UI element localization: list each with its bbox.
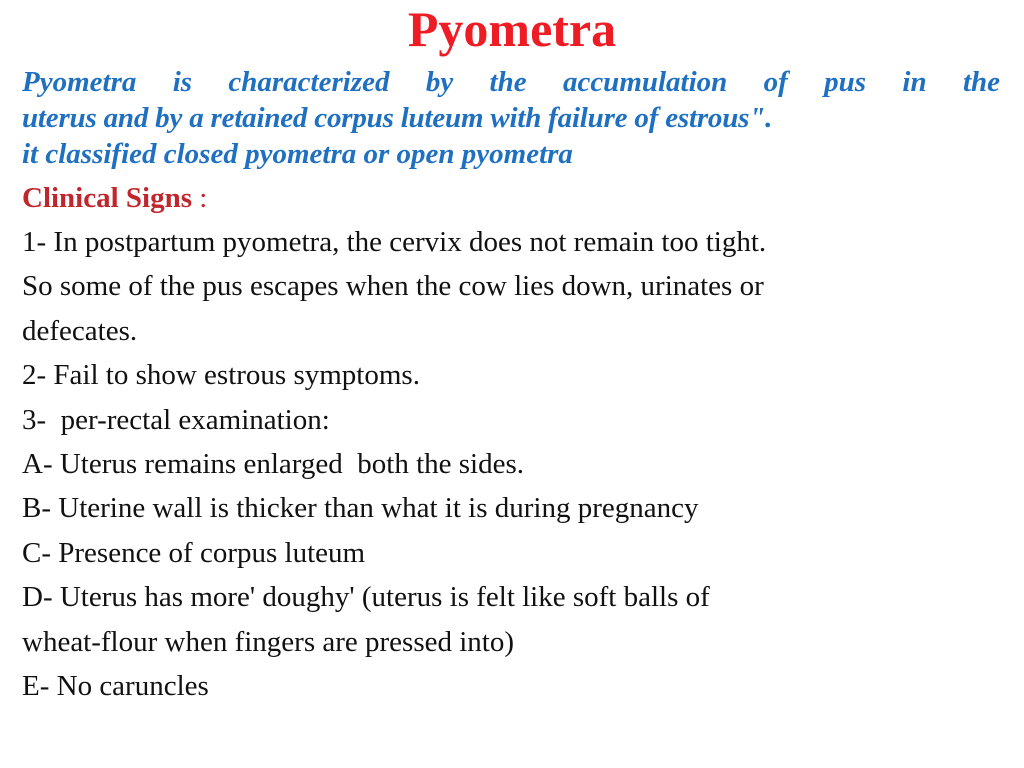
body-line: So some of the pus escapes when the cow lies down, urinates or xyxy=(22,270,764,303)
body-line: 2- Fail to show estrous symptoms. xyxy=(22,359,420,392)
clinical-signs-label: Clinical Signs xyxy=(22,182,193,214)
body-line: B- Uterine wall is thicker than what it is during pregnancy xyxy=(22,492,699,525)
body-line: D- Uterus has more' doughy' (uterus is felt like soft balls of xyxy=(22,581,710,614)
intro-line: it classified closed pyometra or open pyometra xyxy=(22,138,573,170)
clinical-signs-list xyxy=(22,220,1012,708)
body-line: 1- In postpartum pyometra, the cervix does not remain too tight. xyxy=(22,226,767,258)
intro-line: uterus and by a retained corpus luteum with failure of estrous". xyxy=(22,102,773,134)
intro-line: Pyometra is characterized by the accumulation of pus in the xyxy=(22,66,1000,98)
body-line: wheat-flour when fingers are pressed into) xyxy=(22,625,515,658)
slide-title: Pyometra xyxy=(407,1,617,57)
body-line: 3- per-rectal examination: xyxy=(22,403,330,436)
clinical-signs-heading xyxy=(22,178,207,218)
body-line: A- Uterus remains enlarged both the sides. xyxy=(22,447,525,480)
body-line: C- Presence of corpus luteum xyxy=(22,536,366,569)
clinical-signs-colon: : xyxy=(192,182,208,214)
body-line: defecates. xyxy=(22,314,138,347)
intro-paragraph xyxy=(22,64,1000,172)
body-line: E- No caruncles xyxy=(22,669,209,702)
